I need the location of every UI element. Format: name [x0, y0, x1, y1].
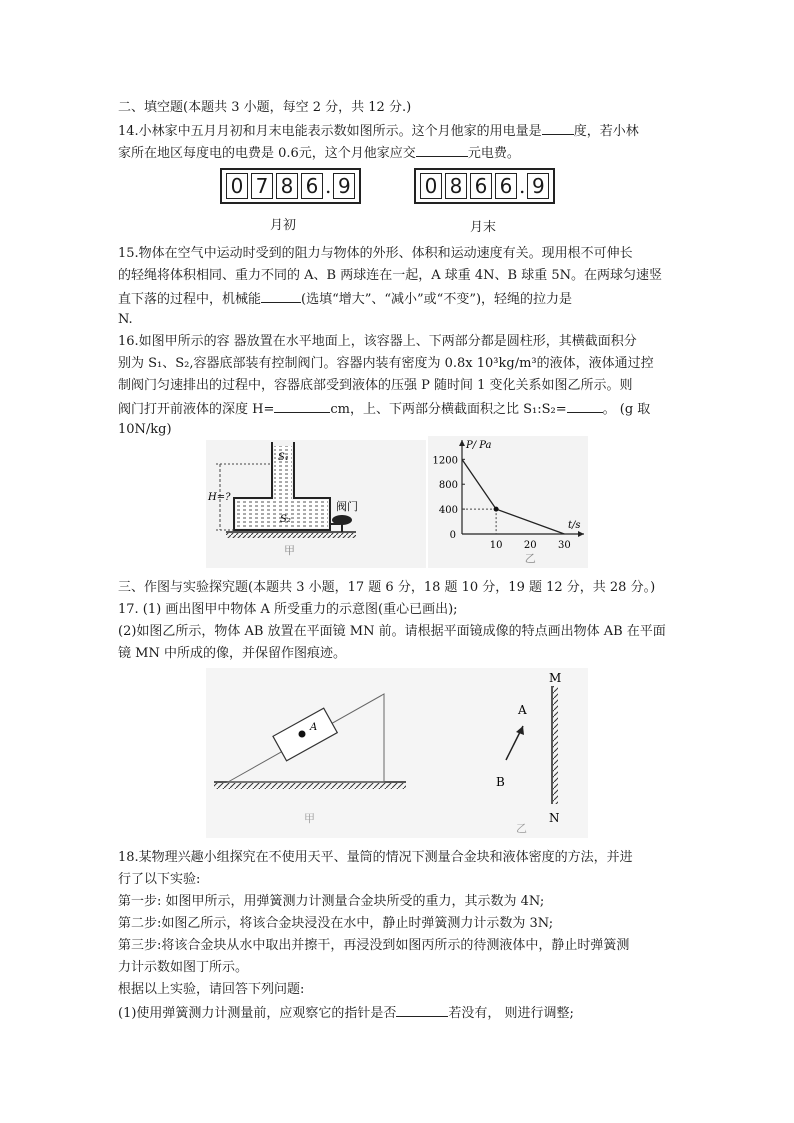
q15-line-2: 的轻绳将体积相同、重力不同的 A、B 两球连在一起，A 球重 4N、B 球重 5N。在两球匀速竖 — [118, 268, 662, 283]
q15-text-b: (选填“增大”、“减小”或“不变”)，轻绳的拉力是 — [301, 292, 573, 307]
meter-end-digit: 6 — [470, 173, 492, 199]
q17-line-1: 17. (1) 画出图甲中物体 A 所受重力的示意图(重心已画出); — [118, 602, 458, 617]
q17-line-2: (2)如图乙所示，物体 AB 放置在平面镜 MN 前。请根据平面镜成像的特点画出物体 AB 在平面 — [118, 624, 666, 639]
q16-text-b: cm，上、下两部分横截面积之比 S₁:S₂= — [330, 402, 567, 417]
origin-label: 0 — [449, 530, 456, 541]
q14-text-d: 元电费。 — [467, 146, 520, 161]
label-s2: S₂ — [280, 514, 291, 525]
q16-line-1: 16.如图甲所示的容 器放置在水平地面上，该容器上、下两部分都是圆柱形，其横截面积分 — [118, 334, 637, 349]
meter-end-digit: 8 — [445, 173, 467, 199]
q15-line-4: N. — [118, 312, 133, 327]
meter-end-caption: 月末 — [470, 220, 497, 235]
q16-text-c: 。 (g 取 — [602, 402, 651, 417]
knee-point — [494, 507, 499, 512]
q16-blank-1[interactable] — [274, 398, 330, 413]
meter-end — [414, 168, 555, 204]
y-axis-label: P/ Pa — [466, 440, 492, 451]
x-tick-label: 20 — [523, 540, 537, 551]
q14-line-2 — [118, 142, 678, 164]
ground-hatch — [226, 533, 356, 538]
meter-end-decimal-point: . — [519, 174, 526, 198]
q14-line-1 — [118, 120, 678, 142]
q18-text-b: 若没有， 则进行调整; — [448, 1006, 574, 1021]
mirror-hatch — [553, 686, 558, 804]
q15-line-1: 15.物体在空气中运动时受到的阻力与物体的外形、体积和运动速度有关。现用根不可伸长 — [118, 246, 633, 261]
caption-17-yi: 乙 — [516, 822, 527, 835]
q15-blank-1[interactable] — [261, 288, 301, 303]
q14-text-c: 家所在地区每度电的电费是 0.6元，这个月他家应交 — [118, 146, 416, 161]
meter-begin-decimal-point: . — [325, 174, 332, 198]
section-two-heading: 二、填空题(本题共 3 小题，每空 2 分，共 12 分.) — [118, 100, 412, 115]
q18-step-3-cont: 力计示数如图丁所示。 — [118, 960, 249, 975]
center-of-gravity-dot — [299, 731, 306, 738]
q18-step-3: 第三步:将该合金块从水中取出并擦干，再浸没到如图丙所示的待测液体中，静止时弹簧测 — [118, 938, 630, 953]
meter-begin — [220, 168, 361, 204]
caption-yi: 乙 — [524, 552, 536, 565]
q16-line-2: 别为 S₁、S₂,容器底部装有控制阀门。容器内装有密度为 0.8x 10³kg/m³的液体，液体通过控 — [118, 356, 654, 371]
x-axis-label: t/s — [568, 520, 581, 531]
caption-17-jia: 甲 — [304, 812, 315, 825]
x-tick-label: 10 — [489, 540, 503, 551]
meter-begin-digit: 9 — [333, 173, 355, 199]
label-n: N — [549, 811, 560, 825]
label-h: H=? — [208, 492, 231, 503]
q18-blank-1[interactable] — [396, 1002, 448, 1017]
container-diagram — [206, 440, 426, 568]
q18-text-a: (1)使用弹簧测力计测量前，应观察它的指针是否 — [118, 1006, 397, 1021]
q15-line-3 — [118, 288, 678, 310]
section-three-heading: 三、作图与实验探究题(本题共 3 小题，17 题 6 分，18 题 10 分，19 题 12 分，共 28 分。) — [118, 580, 656, 595]
pressure-time-chart — [428, 436, 588, 568]
meter-begin-digit: 0 — [226, 173, 248, 199]
q14-blank-1[interactable] — [542, 120, 574, 135]
q17-line-3: 镜 MN 中所成的像，并保留作图痕迹。 — [118, 646, 346, 661]
q18-step-2: 第二步:如图乙所示，将该合金块浸没在水中，静止时弹簧测力计示数为 3N; — [118, 916, 554, 931]
q18-prompt: 根据以上实验，请回答下列问题: — [118, 982, 305, 997]
q18-sub-1 — [118, 1002, 678, 1024]
meter-begin-digit: 8 — [276, 173, 298, 199]
q15-text-a: 直下落的过程中，机械能 — [118, 292, 262, 307]
ground-hatch-a — [214, 783, 406, 789]
q18-line-1: 18.某物理兴趣小组探究在不使用天平、量筒的情况下测量合金块和液体密度的方法，并进 — [118, 850, 633, 865]
label-valve: 阀门 — [336, 500, 358, 513]
y-tick-label: 400 — [438, 505, 458, 517]
q16-text-a: 阀门打开前液体的深度 H= — [118, 402, 275, 417]
q18-step-1: 第一步: 如图甲所示，用弹簧测力计测量合金块所受的重力，其示数为 4N; — [118, 894, 545, 909]
q18-line-2: 行了以下实验: — [118, 872, 201, 887]
caption-jia: 甲 — [284, 544, 295, 557]
meter-end-digit: 9 — [527, 173, 549, 199]
meter-begin-digit: 6 — [301, 173, 323, 199]
meter-begin-digit: 7 — [251, 173, 273, 199]
label-s1: S₁ — [278, 452, 289, 463]
q16-line-4 — [118, 398, 678, 420]
meter-end-digit: 0 — [420, 173, 442, 199]
label-block-a: A — [310, 722, 318, 733]
meter-end-digit: 6 — [495, 173, 517, 199]
label-a: A — [518, 703, 527, 717]
x-tick-label: 30 — [557, 540, 571, 551]
label-m: M — [549, 671, 562, 685]
optics-incline-diagram — [206, 668, 588, 838]
q14-text-a: 14.小林家中五月月初和月末电能表示数如图所示。这个月他家的用电量是 — [118, 124, 542, 139]
q16-line-5: 10N/kg) — [118, 422, 172, 437]
q16-line-3: 制阀门匀速排出的过程中，容器底部受到液体的压强 P 随时间 1 变化关系如图乙所示。则 — [118, 378, 633, 393]
y-tick-label: 1200 — [432, 455, 458, 467]
q14-blank-2[interactable] — [416, 142, 468, 157]
y-tick-label: 800 — [438, 480, 458, 492]
q14-text-b: 度，若小林 — [573, 124, 639, 139]
label-b: B — [496, 775, 505, 789]
q16-blank-2[interactable] — [567, 398, 603, 413]
meter-begin-caption: 月初 — [270, 218, 297, 233]
